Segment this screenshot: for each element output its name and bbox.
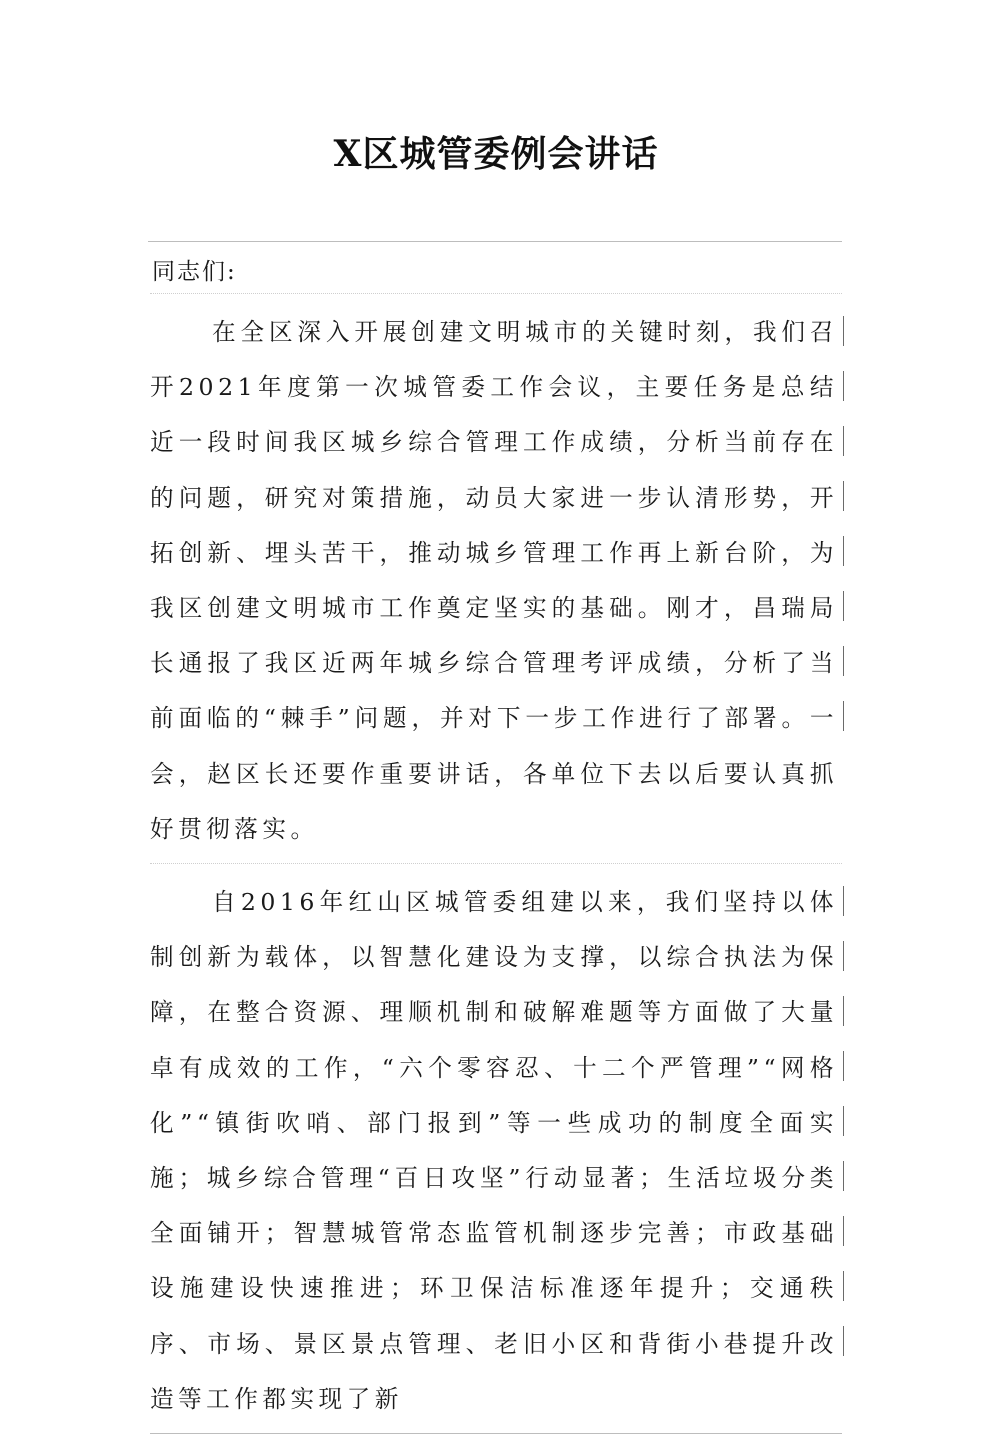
- paragraph-1-text: 在全区深入开展创建文明城市的关键时刻，我们召开2021年度第一次城管委工作会议，主要任务是总结近一段时间我区城乡综合管理工作成绩，分析当前存在的问题，研究对策措施，动员大家进一步认清形势，开拓创新、埋头苦干，推动城乡管理工作再上新台阶，为我区创建文明城市工作奠定坚实的基础。刚才，昌瑞局长通报了我区近两年城乡综合管理考评成绩，分析了当前面临的“棘手”问题，并对下一步工作进行了部署。一会，赵区长还要作重要讲话，各单位下去以后要认真抓好贯彻落实。: [150, 318, 838, 843]
- line-marker: [843, 1051, 844, 1081]
- line-marker: [843, 591, 844, 621]
- document-body: [150, 241, 842, 1434]
- greeting-line: 同志们:: [150, 241, 842, 294]
- line-marker: [843, 1326, 844, 1356]
- line-marker: [843, 1271, 844, 1301]
- line-marker: [843, 1161, 844, 1191]
- paragraph-2: [150, 864, 842, 1434]
- line-marker: [843, 426, 844, 456]
- line-marker: [843, 536, 844, 566]
- document-title: X区城管委例会讲话: [333, 133, 659, 175]
- line-marker: [843, 1216, 844, 1246]
- line-marker: [843, 996, 844, 1026]
- paragraph-1: [150, 294, 842, 864]
- line-marker: [843, 481, 844, 511]
- line-marker: [843, 886, 844, 916]
- line-marker: [843, 941, 844, 971]
- line-marker: [843, 371, 844, 401]
- line-marker: [843, 646, 844, 676]
- line-marker: [843, 1106, 844, 1136]
- line-marker: [843, 701, 844, 731]
- paragraph-2-text: 自2016年红山区城管委组建以来，我们坚持以体制创新为载体，以智慧化建设为支撑，以综合执法为保障，在整合资源、理顺机制和破解难题等方面做了大量卓有成效的工作，“六个零容忍、十二个严管理”“网格化”“镇街吹哨、部门报到”等一些成功的制度全面实施；城乡综合管理“百日攻坚”行动显著；生活垃圾分类全面铺开；智慧城管常态监管机制逐步完善；市政基础设施建设快速推进；环卫保洁标准逐年提升；交通秩序、市场、景区景点管理、老旧小区和背街小巷提升改造等工作都实现了新: [150, 888, 838, 1413]
- line-marker: [843, 316, 844, 346]
